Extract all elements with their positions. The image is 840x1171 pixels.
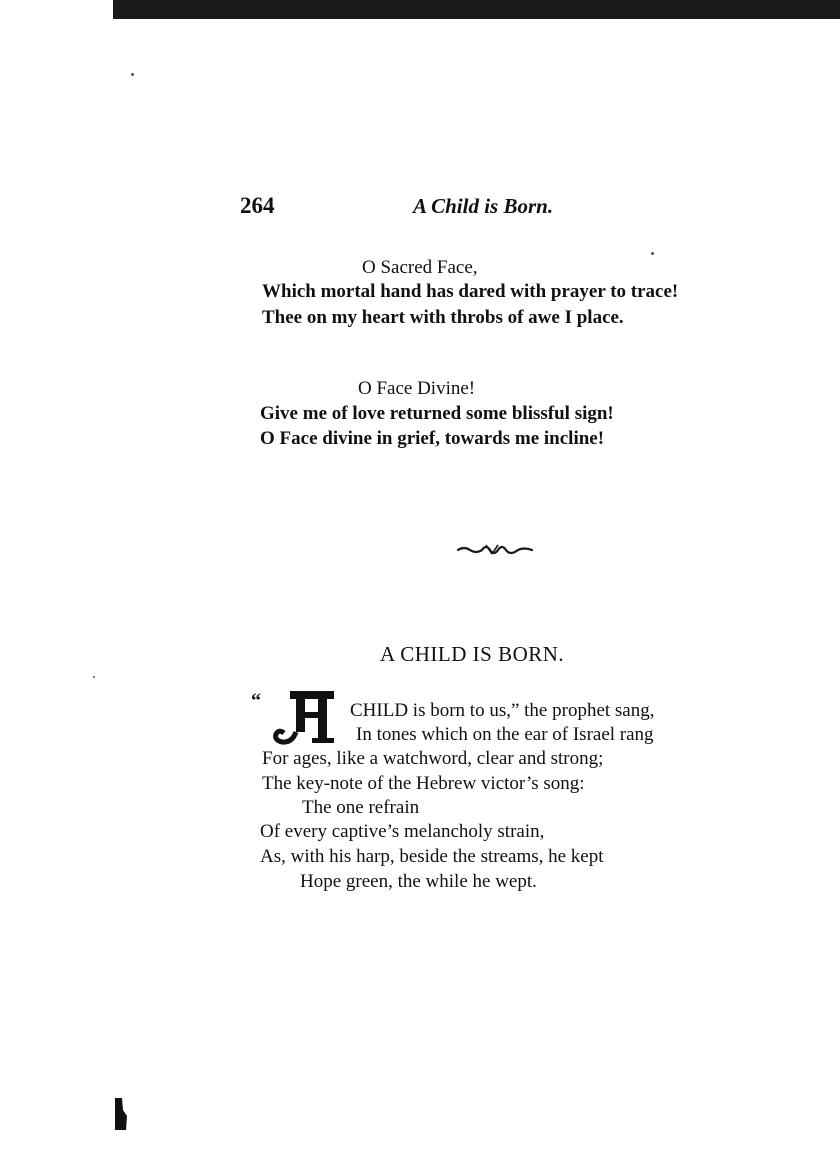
stanza-1-line-2: Which mortal hand has dared with prayer to trace!: [262, 281, 679, 302]
page-number: 264: [240, 193, 275, 218]
poem-line-4: The key-note of the Hebrew victor’s song:: [262, 773, 585, 794]
stanza-2-line-2: Give me of love returned some blissful sign!: [260, 403, 614, 424]
scan-top-border: [113, 0, 840, 19]
scroll-ornament-icon: [456, 541, 534, 557]
stanza-2-line-3: O Face divine in grief, towards me incline!: [260, 428, 605, 449]
stanza-1-line-1: O Sacred Face,: [362, 257, 478, 278]
poem-line-6: Of every captive’s melancholy strain,: [260, 821, 545, 842]
poem-line-3: For ages, like a watchword, clear and strong;: [262, 748, 604, 769]
scan-speck: [131, 73, 134, 76]
poem-first-line: CHILD is born to us,” the prophet sang,: [350, 700, 655, 721]
poem-line-7: As, with his harp, beside the streams, he kept: [260, 846, 604, 867]
poem-title: A CHILD IS BORN.: [380, 642, 565, 666]
stanza-2-line-1: O Face Divine!: [358, 378, 476, 399]
scan-speck: [651, 252, 654, 255]
drop-cap-letter: [270, 688, 340, 746]
stanza-1-line-3: Thee on my heart with throbs of awe I place.: [262, 307, 624, 328]
poem-line-8: Hope green, the while he wept.: [300, 871, 537, 892]
poem-line-2: In tones which on the ear of Israel rang: [356, 724, 654, 745]
scan-edge-mark: [113, 1098, 129, 1130]
svg-text:A: A: [330, 728, 331, 729]
opening-quote-mark: “: [251, 690, 261, 712]
scan-speck: [93, 676, 95, 678]
poem-line-5: The one refrain: [302, 797, 420, 818]
running-title: A Child is Born.: [413, 194, 554, 218]
